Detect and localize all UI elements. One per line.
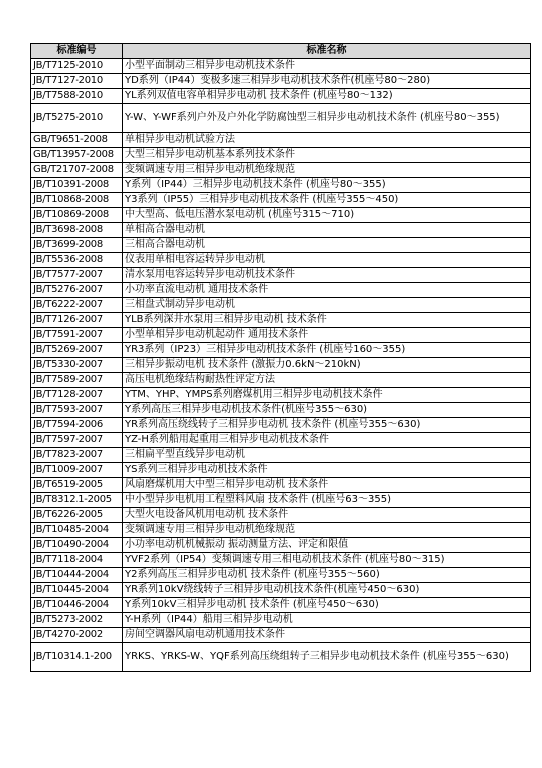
- standards-table: [30, 43, 531, 672]
- standard-code-cell: JB/T6226-2005: [31, 508, 123, 523]
- standard-name-cell: Y2系列高压三相异步电动机 技术条件 (机座号355～560): [123, 568, 531, 583]
- standard-code-cell: JB/T7591-2007: [31, 328, 123, 343]
- table-row: [31, 463, 531, 478]
- standard-name-cell: 清水泵用电容运转异步电动机技术条件: [123, 268, 531, 283]
- table-row: [31, 238, 531, 253]
- standard-code-cell: JB/T3698-2008: [31, 223, 123, 238]
- standard-name-cell: 小功率直流电动机 通用技术条件: [123, 283, 531, 298]
- standard-code-cell: JB/T10490-2004: [31, 538, 123, 553]
- table-row: [31, 193, 531, 208]
- standard-name-cell: YS系列三相异步电动机技术条件: [123, 463, 531, 478]
- standard-name-cell: YR系列高压绕线转子三相异步电动机 技术条件 (机座号355～630): [123, 418, 531, 433]
- standard-code-cell: JB/T7597-2007: [31, 433, 123, 448]
- standard-name-cell: YR3系列（IP23）三相异步电动机技术条件 (机座号160～355): [123, 343, 531, 358]
- table-row: [31, 388, 531, 403]
- standard-code-cell: JB/T6222-2007: [31, 298, 123, 313]
- table-row: [31, 613, 531, 628]
- standard-code-cell: JB/T10868-2008: [31, 193, 123, 208]
- standard-name-cell: 高压电机绝缘结构耐热性评定方法: [123, 373, 531, 388]
- table-row: [31, 433, 531, 448]
- standard-name-cell: 单相异步电动机试验方法: [123, 133, 531, 148]
- standard-name-cell: 小型平面制动三相异步电动机技术条件: [123, 59, 531, 74]
- standard-code-cell: JB/T5273-2002: [31, 613, 123, 628]
- standard-name-cell: Y系列10kV三相异步电动机 技术条件 (机座号450～630): [123, 598, 531, 613]
- standard-code-cell: JB/T10444-2004: [31, 568, 123, 583]
- table-row: [31, 148, 531, 163]
- table-row: [31, 268, 531, 283]
- standard-code-cell: JB/T6519-2005: [31, 478, 123, 493]
- table-row: [31, 538, 531, 553]
- standard-name-cell: 三相扁平型直线异步电动机: [123, 448, 531, 463]
- standard-code-cell: JB/T5275-2010: [31, 104, 123, 133]
- standard-name-cell: YVF2系列（IP54）变频调速专用三相电动机技术条件 (机座号80～315): [123, 553, 531, 568]
- standard-code-cell: JB/T10446-2004: [31, 598, 123, 613]
- standard-code-cell: JB/T5330-2007: [31, 358, 123, 373]
- standard-name-cell: 房间空调器风扇电动机通用技术条件: [123, 628, 531, 643]
- table-row: [31, 523, 531, 538]
- standard-code-cell: JB/T5276-2007: [31, 283, 123, 298]
- table-row: [31, 358, 531, 373]
- standard-name-cell: 中小型异步电机用工程塑料风扇 技术条件 (机座号63～355): [123, 493, 531, 508]
- standard-name-cell: YL系列双值电容单相异步电动机 技术条件 (机座号80～132): [123, 89, 531, 104]
- table-row: [31, 553, 531, 568]
- standard-name-cell: Y系列高压三相异步电动机技术条件(机座号355～630): [123, 403, 531, 418]
- table-row: [31, 628, 531, 643]
- table-row: [31, 418, 531, 433]
- standard-code-cell: GB/T13957-2008: [31, 148, 123, 163]
- table-row: [31, 133, 531, 148]
- table-row: [31, 448, 531, 463]
- table-row: [31, 583, 531, 598]
- header-standard-name: 标准名称: [123, 44, 531, 59]
- table-row: [31, 313, 531, 328]
- standard-code-cell: JB/T7823-2007: [31, 448, 123, 463]
- standard-code-cell: JB/T3699-2008: [31, 238, 123, 253]
- standard-name-cell: 变频调速专用三相异步电动机绝缘规范: [123, 163, 531, 178]
- standard-name-cell: YRKS、YRKS-W、YQF系列高压绕组转子三相异步电动机技术条件 (机座号355～630): [123, 643, 531, 672]
- standard-code-cell: JB/T7593-2007: [31, 403, 123, 418]
- table-row: [31, 493, 531, 508]
- standard-name-cell: 风扇磨煤机用大中型三相异步电动机 技术条件: [123, 478, 531, 493]
- standard-code-cell: JB/T5269-2007: [31, 343, 123, 358]
- table-row: [31, 328, 531, 343]
- standard-name-cell: 三相盘式制动异步电动机: [123, 298, 531, 313]
- standard-code-cell: JB/T7125-2010: [31, 59, 123, 74]
- table-row: [31, 643, 531, 672]
- table-row: [31, 89, 531, 104]
- standard-code-cell: JB/T4270-2002: [31, 628, 123, 643]
- standard-code-cell: JB/T7127-2010: [31, 74, 123, 89]
- standard-name-cell: Y系列（IP44）三相异步电动机技术条件 (机座号80～355): [123, 178, 531, 193]
- table-row: [31, 104, 531, 133]
- standard-code-cell: JB/T10314.1-200: [31, 643, 123, 672]
- standard-code-cell: JB/T10869-2008: [31, 208, 123, 223]
- table-row: [31, 163, 531, 178]
- table-row: [31, 478, 531, 493]
- standard-name-cell: YR系列10kV绕线转子三相异步电动机技术条件(机座号450～630): [123, 583, 531, 598]
- standard-code-cell: JB/T1009-2007: [31, 463, 123, 478]
- table-row: [31, 283, 531, 298]
- standard-name-cell: Y3系列（IP55）三相异步电动机技术条件 (机座号355～450): [123, 193, 531, 208]
- standard-code-cell: JB/T7118-2004: [31, 553, 123, 568]
- standard-code-cell: JB/T8312.1-2005: [31, 493, 123, 508]
- table-body: [31, 59, 531, 672]
- standard-name-cell: YTM、YHP、YMPS系列磨煤机用三相异步电动机技术条件: [123, 388, 531, 403]
- standard-code-cell: JB/T10391-2008: [31, 178, 123, 193]
- standard-code-cell: JB/T5536-2008: [31, 253, 123, 268]
- standard-code-cell: JB/T7128-2007: [31, 388, 123, 403]
- standard-code-cell: JB/T7577-2007: [31, 268, 123, 283]
- table-row: [31, 298, 531, 313]
- table-row: [31, 508, 531, 523]
- header-standard-code: 标准编号: [31, 44, 123, 59]
- standard-name-cell: 三相高合器电动机: [123, 238, 531, 253]
- table-row: [31, 343, 531, 358]
- table-row: [31, 223, 531, 238]
- standard-name-cell: Y-H系列（IP44）船用三相异步电动机: [123, 613, 531, 628]
- standard-name-cell: 大型火电设备风机用电动机 技术条件: [123, 508, 531, 523]
- table-row: [31, 178, 531, 193]
- standard-name-cell: Y-W、Y-WF系列户外及户外化学防腐蚀型三相异步电动机技术条件 (机座号80～355): [123, 104, 531, 133]
- standard-name-cell: YZ-H系列船用起重用三相异步电动机技术条件: [123, 433, 531, 448]
- standard-code-cell: JB/T7589-2007: [31, 373, 123, 388]
- standard-name-cell: 小功率电动机机械振动 振动测量方法、评定和限值: [123, 538, 531, 553]
- standard-code-cell: JB/T10445-2004: [31, 583, 123, 598]
- table-row: [31, 74, 531, 89]
- table-header-row: [31, 44, 531, 59]
- standard-name-cell: 单相高合器电动机: [123, 223, 531, 238]
- table-row: [31, 253, 531, 268]
- table-row: [31, 568, 531, 583]
- table-row: [31, 403, 531, 418]
- standard-code-cell: JB/T7594-2006: [31, 418, 123, 433]
- standard-name-cell: YD系列（IP44）变极多速三相异步电动机技术条件(机座号80～280): [123, 74, 531, 89]
- table-row: [31, 373, 531, 388]
- standard-code-cell: GB/T9651-2008: [31, 133, 123, 148]
- standard-name-cell: 中大型高、低电压潜水泵电动机 (机座号315～710): [123, 208, 531, 223]
- table-row: [31, 208, 531, 223]
- standard-code-cell: GB/T21707-2008: [31, 163, 123, 178]
- standard-name-cell: 仪表用单相电容运转异步电动机: [123, 253, 531, 268]
- standard-name-cell: 大型三相异步电动机基本系列技术条件: [123, 148, 531, 163]
- standard-code-cell: JB/T7126-2007: [31, 313, 123, 328]
- table-row: [31, 598, 531, 613]
- standard-name-cell: 三相异步振动电机 技术条件 (激振力0.6kN～210kN): [123, 358, 531, 373]
- standard-name-cell: YLB系列深井水泵用三相异步电动机 技术条件: [123, 313, 531, 328]
- table-row: [31, 59, 531, 74]
- standard-code-cell: JB/T7588-2010: [31, 89, 123, 104]
- standard-code-cell: JB/T10485-2004: [31, 523, 123, 538]
- standard-name-cell: 小型单相异步电动机起动件 通用技术条件: [123, 328, 531, 343]
- standard-name-cell: 变频调速专用三相异步电动机绝缘规范: [123, 523, 531, 538]
